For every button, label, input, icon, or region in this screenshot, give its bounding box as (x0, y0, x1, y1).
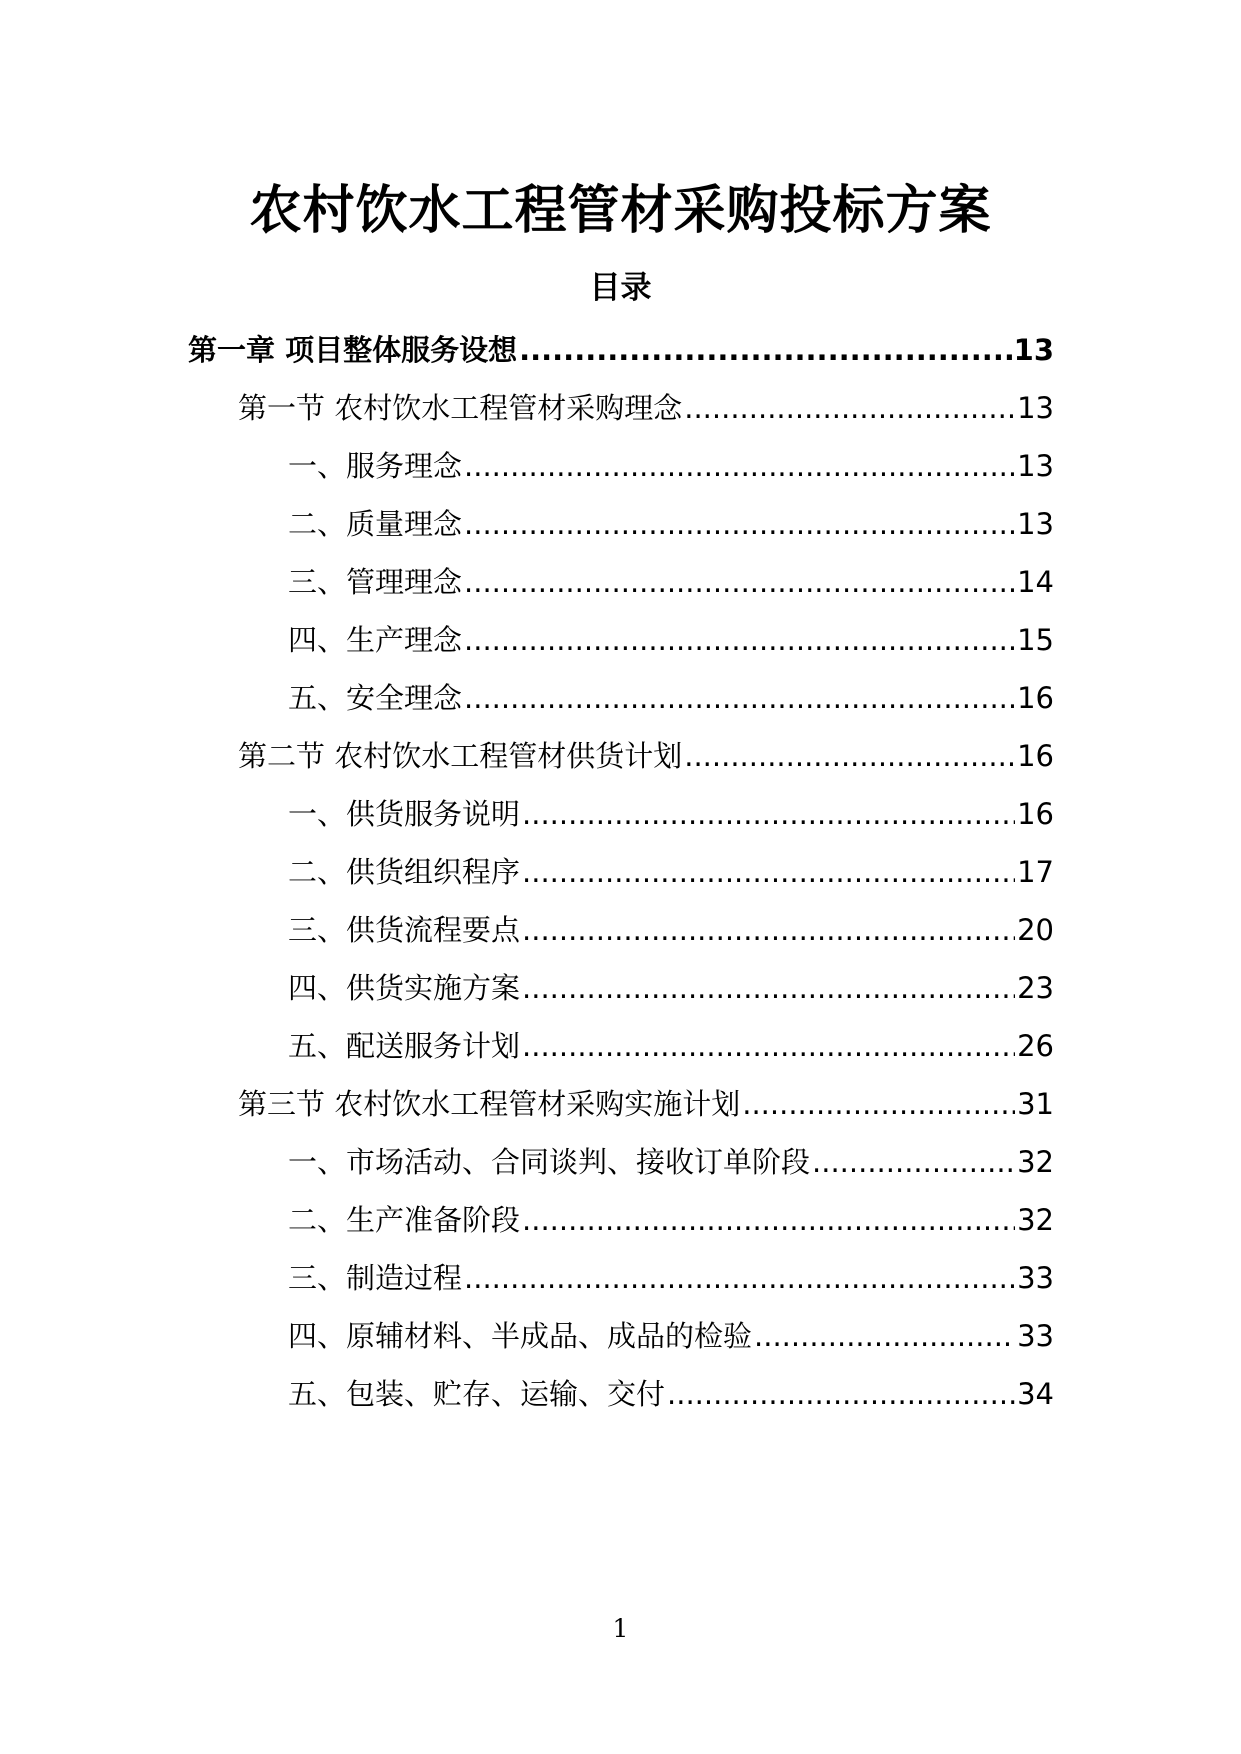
toc-entry-item[interactable] (288, 554, 1054, 604)
toc-entry-page: 17 (1017, 855, 1054, 889)
toc-entry-page: 15 (1017, 623, 1054, 657)
toc-entry-chapter-1[interactable] (188, 322, 1054, 372)
toc-entry-page: 26 (1017, 1029, 1054, 1063)
toc-entry-label: 三、管理理念 (288, 565, 463, 599)
toc-entry-page: 31 (1017, 1087, 1054, 1121)
toc-dot-leader (522, 850, 1015, 894)
toc-entry-page: 32 (1017, 1203, 1054, 1237)
toc-entry-page: 23 (1017, 971, 1054, 1005)
toc-entry-item[interactable] (288, 1192, 1054, 1242)
toc-dot-leader (464, 676, 1015, 720)
toc-heading: 目录 (589, 270, 652, 306)
toc-entry-label: 一、供货服务说明 (288, 797, 521, 831)
toc-entry-label: 一、市场活动、合同谈判、接收订单阶段 (288, 1145, 811, 1179)
toc-dot-leader (667, 1372, 1015, 1416)
toc-dot-leader (464, 618, 1015, 662)
toc-entry-label: 四、原辅材料、半成品、成品的检验 (288, 1319, 753, 1353)
toc-dot-leader (464, 1256, 1015, 1300)
toc-entry-label: 二、生产准备阶段 (288, 1203, 521, 1237)
toc-entry-label: 五、配送服务计划 (288, 1029, 521, 1063)
toc-entry-item[interactable] (288, 496, 1054, 546)
toc-entry-item[interactable] (288, 438, 1054, 488)
toc-entry-page: 16 (1017, 681, 1054, 715)
toc-dot-leader (684, 734, 1015, 778)
toc-entry-page: 33 (1017, 1261, 1054, 1295)
toc-entry-label: 一、服务理念 (288, 449, 463, 483)
toc-entry-item[interactable] (288, 902, 1054, 952)
page-number: 1 (612, 1614, 629, 1643)
toc-entry-page: 13 (1013, 333, 1054, 367)
toc-entry-page: 14 (1017, 565, 1054, 599)
toc-entry-item[interactable] (288, 1018, 1054, 1068)
document-title: 农村饮水工程管材采购投标方案 (249, 181, 992, 241)
toc-entry-page: 33 (1017, 1319, 1054, 1353)
toc-dot-leader (522, 908, 1015, 952)
toc-dot-leader (522, 1024, 1015, 1068)
toc-entry-item[interactable] (288, 1308, 1054, 1358)
toc-entry-item[interactable] (288, 1366, 1054, 1416)
toc-entry-item[interactable] (288, 786, 1054, 836)
toc-entry-page: 34 (1017, 1377, 1054, 1411)
toc-dot-leader (522, 792, 1015, 836)
toc-dot-leader (684, 386, 1015, 430)
toc-dot-leader (812, 1140, 1015, 1184)
toc-entry-page: 13 (1017, 391, 1054, 425)
toc-dot-leader (519, 328, 1012, 372)
toc-entry-section[interactable] (238, 728, 1054, 778)
toc-entry-section[interactable] (238, 380, 1054, 430)
toc-entry-label: 四、生产理念 (288, 623, 463, 657)
toc-entry-item[interactable] (288, 1134, 1054, 1184)
toc-dot-leader (742, 1082, 1015, 1126)
toc-entry-label: 三、制造过程 (288, 1261, 463, 1295)
toc-entry-label: 三、供货流程要点 (288, 913, 521, 947)
toc-entry-page: 13 (1017, 449, 1054, 483)
toc-entry-item[interactable] (288, 612, 1054, 662)
toc-entry-item[interactable] (288, 844, 1054, 894)
toc-dot-leader (754, 1314, 1015, 1358)
toc-entry-label: 五、安全理念 (288, 681, 463, 715)
toc-entry-label: 第一章 项目整体服务设想 (188, 333, 518, 367)
toc-entry-label: 二、供货组织程序 (288, 855, 521, 889)
toc-entry-item[interactable] (288, 670, 1054, 720)
toc-entry-section[interactable] (238, 1076, 1054, 1126)
toc-entry-page: 20 (1017, 913, 1054, 947)
toc-entry-page: 32 (1017, 1145, 1054, 1179)
toc-entry-page: 16 (1017, 797, 1054, 831)
toc-entry-page: 16 (1017, 739, 1054, 773)
toc-entry-page: 13 (1017, 507, 1054, 541)
toc-entry-label: 第三节 农村饮水工程管材采购实施计划 (238, 1087, 741, 1121)
toc-entry-label: 二、质量理念 (288, 507, 463, 541)
toc-entry-label: 第一节 农村饮水工程管材采购理念 (238, 391, 683, 425)
toc-dot-leader (522, 1198, 1015, 1242)
toc-dot-leader (522, 966, 1015, 1010)
toc-entry-label: 第二节 农村饮水工程管材供货计划 (238, 739, 683, 773)
toc-entry-item[interactable] (288, 960, 1054, 1010)
toc-dot-leader (464, 444, 1015, 488)
toc-entry-label: 五、包装、贮存、运输、交付 (288, 1377, 666, 1411)
toc-entry-label: 四、供货实施方案 (288, 971, 521, 1005)
toc-entry-item[interactable] (288, 1250, 1054, 1300)
toc-dot-leader (464, 502, 1015, 546)
toc-dot-leader (464, 560, 1015, 604)
